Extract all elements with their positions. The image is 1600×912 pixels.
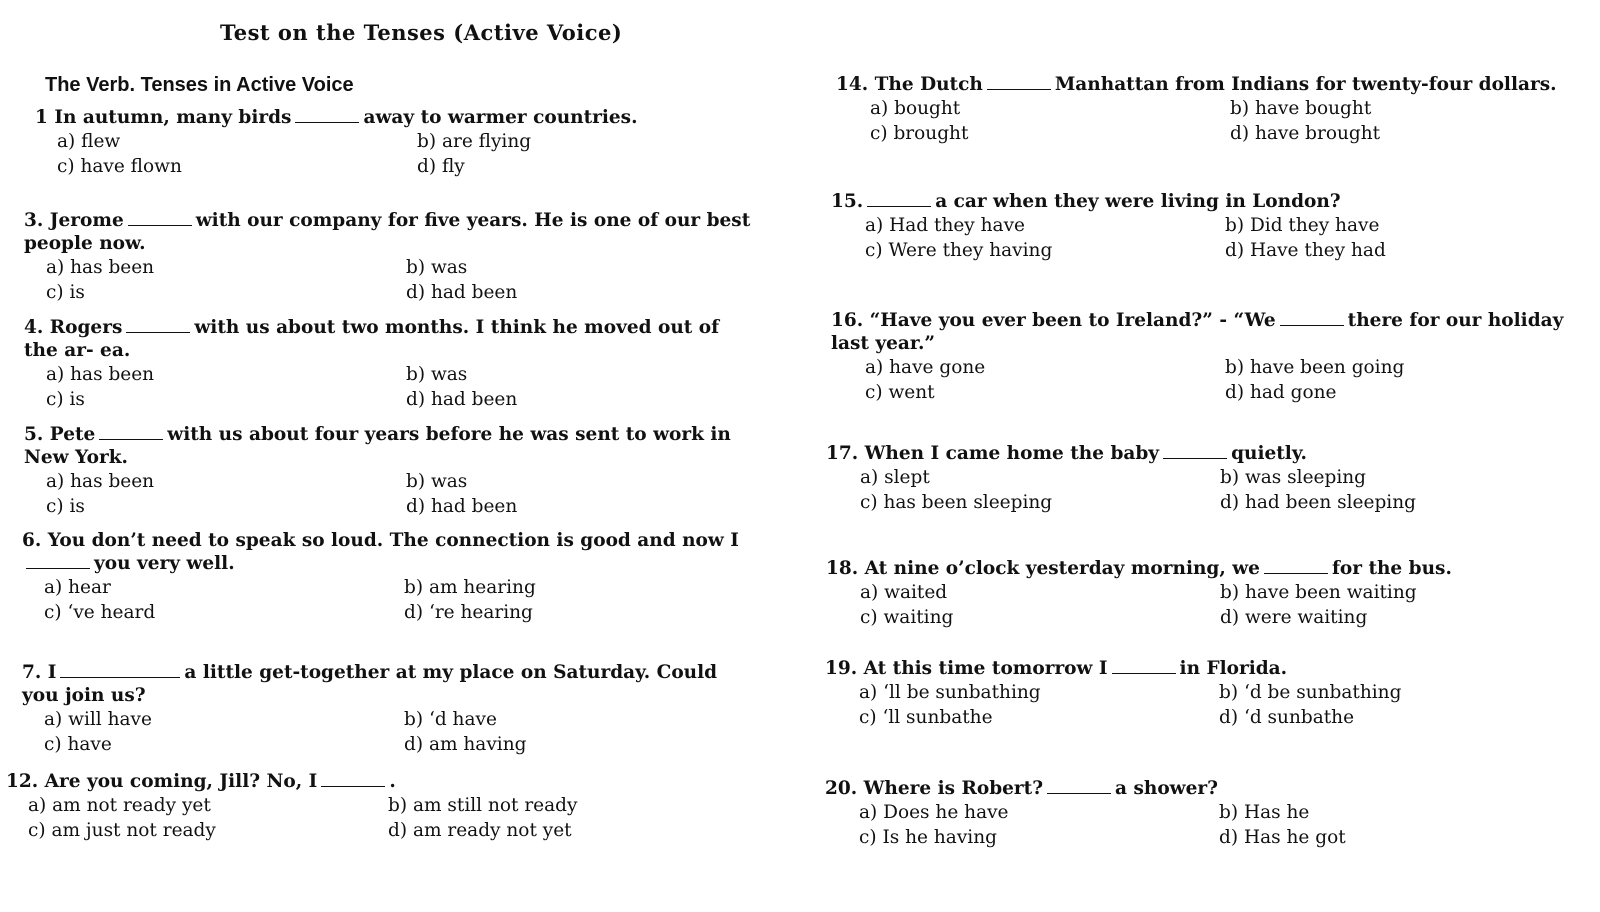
option-a[interactable]: a) ‘ll be sunbathing: [859, 682, 1041, 703]
options: [826, 580, 1566, 630]
question-12: [6, 770, 736, 843]
options: [24, 362, 754, 412]
option-a[interactable]: a) Does he have: [859, 802, 1009, 823]
stem-end: you very well.: [94, 553, 235, 574]
option-b[interactable]: b) have bought: [1230, 98, 1372, 119]
question-stem: [836, 73, 1576, 96]
option-a[interactable]: a) hear: [44, 577, 111, 598]
option-a[interactable]: a) will have: [44, 709, 152, 730]
option-b[interactable]: b) was: [406, 364, 468, 385]
option-b[interactable]: b) are flying: [417, 131, 532, 152]
options: [831, 213, 1571, 263]
option-c[interactable]: c) is: [46, 496, 85, 517]
option-c[interactable]: c) is: [46, 282, 85, 303]
option-b[interactable]: b) was: [406, 471, 468, 492]
question-stem: [22, 661, 752, 707]
stem-start: Jerome: [49, 210, 124, 231]
option-c[interactable]: c) am just not ready: [28, 820, 216, 841]
question-stem: [24, 423, 754, 469]
question-7: [22, 661, 752, 757]
option-a[interactable]: a) Had they have: [865, 215, 1025, 236]
option-d[interactable]: d) ‘d sunbathe: [1219, 707, 1355, 728]
options: [24, 469, 754, 519]
option-a[interactable]: a) has been: [46, 471, 155, 492]
stem-end: in Florida.: [1179, 658, 1288, 679]
option-d[interactable]: d) had gone: [1225, 382, 1337, 403]
answer-blank: [99, 423, 163, 440]
answer-blank: [128, 209, 192, 226]
options: [22, 707, 752, 757]
stem-end: with us about two months. I think he moved out of the ar- ea.: [24, 317, 720, 361]
option-c[interactable]: c) has been sleeping: [860, 492, 1053, 513]
page-title: Test on the Tenses (Active Voice): [220, 20, 623, 45]
answer-blank: [321, 770, 385, 787]
option-c[interactable]: c) Were they having: [865, 240, 1053, 261]
option-b[interactable]: b) Has he: [1219, 802, 1310, 823]
question-number: 12.: [6, 771, 39, 792]
question-number: 3.: [24, 210, 44, 231]
answer-blank: [1280, 309, 1344, 326]
option-b[interactable]: b) was sleeping: [1220, 467, 1367, 488]
question-4: [24, 316, 754, 412]
option-c[interactable]: c) went: [865, 382, 935, 403]
option-a[interactable]: a) am not ready yet: [28, 795, 211, 816]
option-d[interactable]: d) am ready not yet: [388, 820, 572, 841]
question-stem: [825, 657, 1565, 680]
stem-end: a little get-together at my place on Saturday. Could you join us?: [22, 662, 718, 706]
stem-end: with us about four years before he was sent to work in New York.: [24, 424, 731, 468]
stem-end: with our company for five years. He is one of our best people now.: [24, 210, 751, 254]
question-15: [831, 190, 1571, 263]
question-14: [836, 73, 1576, 146]
stem-end: .: [389, 771, 396, 792]
options: [825, 800, 1565, 850]
option-d[interactable]: d) had been sleeping: [1220, 492, 1416, 513]
question-number: 20.: [825, 778, 858, 799]
option-b[interactable]: b) am still not ready: [388, 795, 578, 816]
stem-start: Pete: [49, 424, 96, 445]
question-stem: [35, 106, 765, 129]
option-a[interactable]: a) has been: [46, 257, 155, 278]
question-number: 5.: [24, 424, 44, 445]
option-d[interactable]: d) had been: [406, 496, 518, 517]
question-stem: [831, 190, 1571, 213]
option-d[interactable]: d) Have they had: [1225, 240, 1386, 261]
question-stem: [22, 529, 752, 575]
question-number: 4.: [24, 317, 44, 338]
option-c[interactable]: c) Is he having: [859, 827, 997, 848]
option-c[interactable]: c) ‘ll sunbathe: [859, 707, 993, 728]
stem-start: The Dutch: [874, 74, 983, 95]
answer-blank: [867, 190, 931, 207]
question-3: [24, 209, 754, 305]
option-c[interactable]: c) have: [44, 734, 112, 755]
options: [826, 465, 1566, 515]
options: [836, 96, 1576, 146]
question-20: [825, 777, 1565, 850]
stem-start: Where is Robert?: [863, 778, 1044, 799]
stem-start: “Have you ever been to Ireland?” - “We: [869, 310, 1276, 331]
stem-end: there for our holiday last year.”: [831, 310, 1564, 354]
options: [24, 255, 754, 305]
question-stem: [825, 777, 1565, 800]
stem-start: Rogers: [49, 317, 123, 338]
option-a[interactable]: a) have gone: [865, 357, 986, 378]
option-c[interactable]: c) is: [46, 389, 85, 410]
option-d[interactable]: d) Has he got: [1219, 827, 1346, 848]
question-stem: [826, 557, 1566, 580]
option-b[interactable]: b) have been waiting: [1220, 582, 1417, 603]
question-number: 7. I: [22, 662, 57, 683]
option-b[interactable]: b) Did they have: [1225, 215, 1380, 236]
options: [35, 129, 765, 179]
option-c[interactable]: c) brought: [870, 123, 969, 144]
question-stem: [826, 442, 1566, 465]
option-d[interactable]: d) am having: [404, 734, 527, 755]
option-b[interactable]: b) ‘d have: [404, 709, 497, 730]
answer-blank: [126, 316, 190, 333]
answer-blank: [1264, 557, 1328, 574]
options: [831, 355, 1571, 405]
question-number: 17.: [826, 443, 859, 464]
option-d[interactable]: d) were waiting: [1220, 607, 1368, 628]
stem-end: a car when they were living in London?: [935, 191, 1341, 212]
option-b[interactable]: b) was: [406, 257, 468, 278]
option-d[interactable]: d) had been: [406, 282, 518, 303]
stem-end: quietly.: [1231, 443, 1307, 464]
option-a[interactable]: a) has been: [46, 364, 155, 385]
option-d[interactable]: d) fly: [417, 156, 465, 177]
stem-end: for the bus.: [1331, 558, 1452, 579]
stem-start: At this time tomorrow I: [863, 658, 1108, 679]
stem-start: In autumn, many birds: [54, 107, 292, 128]
options: [825, 680, 1565, 730]
option-a[interactable]: a) waited: [860, 582, 948, 603]
options: [22, 575, 752, 625]
stem-start: When I came home the baby: [864, 443, 1160, 464]
stem-start: Are you coming, Jill? No, I: [44, 771, 318, 792]
option-d[interactable]: d) have brought: [1230, 123, 1381, 144]
question-stem: [24, 316, 754, 362]
option-d[interactable]: d) had been: [406, 389, 518, 410]
option-b[interactable]: b) ‘d be sunbathing: [1219, 682, 1402, 703]
answer-blank: [295, 106, 359, 123]
answer-blank: [1163, 442, 1227, 459]
question-number: 18.: [826, 558, 859, 579]
question-number: 1: [35, 107, 48, 128]
answer-blank: [60, 661, 180, 678]
question-19: [825, 657, 1565, 730]
answer-blank: [1047, 777, 1111, 794]
stem-end: a shower?: [1115, 778, 1218, 799]
question-18: [826, 557, 1566, 630]
question-17: [826, 442, 1566, 515]
question-number: 19.: [825, 658, 858, 679]
question-number: 6.: [22, 530, 42, 551]
question-stem: [6, 770, 736, 793]
answer-blank: [26, 552, 90, 569]
answer-blank: [1112, 657, 1176, 674]
stem-start: You don’t need to speak so loud. The connection is good and now I: [47, 530, 739, 551]
question-number: 16.: [831, 310, 864, 331]
option-a[interactable]: a) bought: [870, 98, 961, 119]
question-stem: [24, 209, 754, 255]
question-6: [22, 529, 752, 625]
option-c[interactable]: c) ‘ve heard: [44, 602, 156, 623]
stem-end: away to warmer countries.: [363, 107, 638, 128]
option-c[interactable]: c) have flown: [57, 156, 182, 177]
option-c[interactable]: c) waiting: [860, 607, 954, 628]
answer-blank: [987, 73, 1051, 90]
stem-end: Manhattan from Indians for twenty-four dollars.: [1054, 74, 1557, 95]
option-d[interactable]: d) ‘re hearing: [404, 602, 533, 623]
question-1: [35, 106, 765, 179]
question-number: 15.: [831, 191, 864, 212]
question-stem: [831, 309, 1571, 355]
question-number: 14.: [836, 74, 869, 95]
question-5: [24, 423, 754, 519]
section-heading: The Verb. Tenses in Active Voice: [45, 74, 354, 96]
options: [6, 793, 736, 843]
option-a[interactable]: a) slept: [860, 467, 930, 488]
option-b[interactable]: b) have been going: [1225, 357, 1405, 378]
option-b[interactable]: b) am hearing: [404, 577, 536, 598]
question-16: [831, 309, 1571, 405]
stem-start: At nine o’clock yesterday morning, we: [864, 558, 1260, 579]
option-a[interactable]: a) flew: [57, 131, 121, 152]
